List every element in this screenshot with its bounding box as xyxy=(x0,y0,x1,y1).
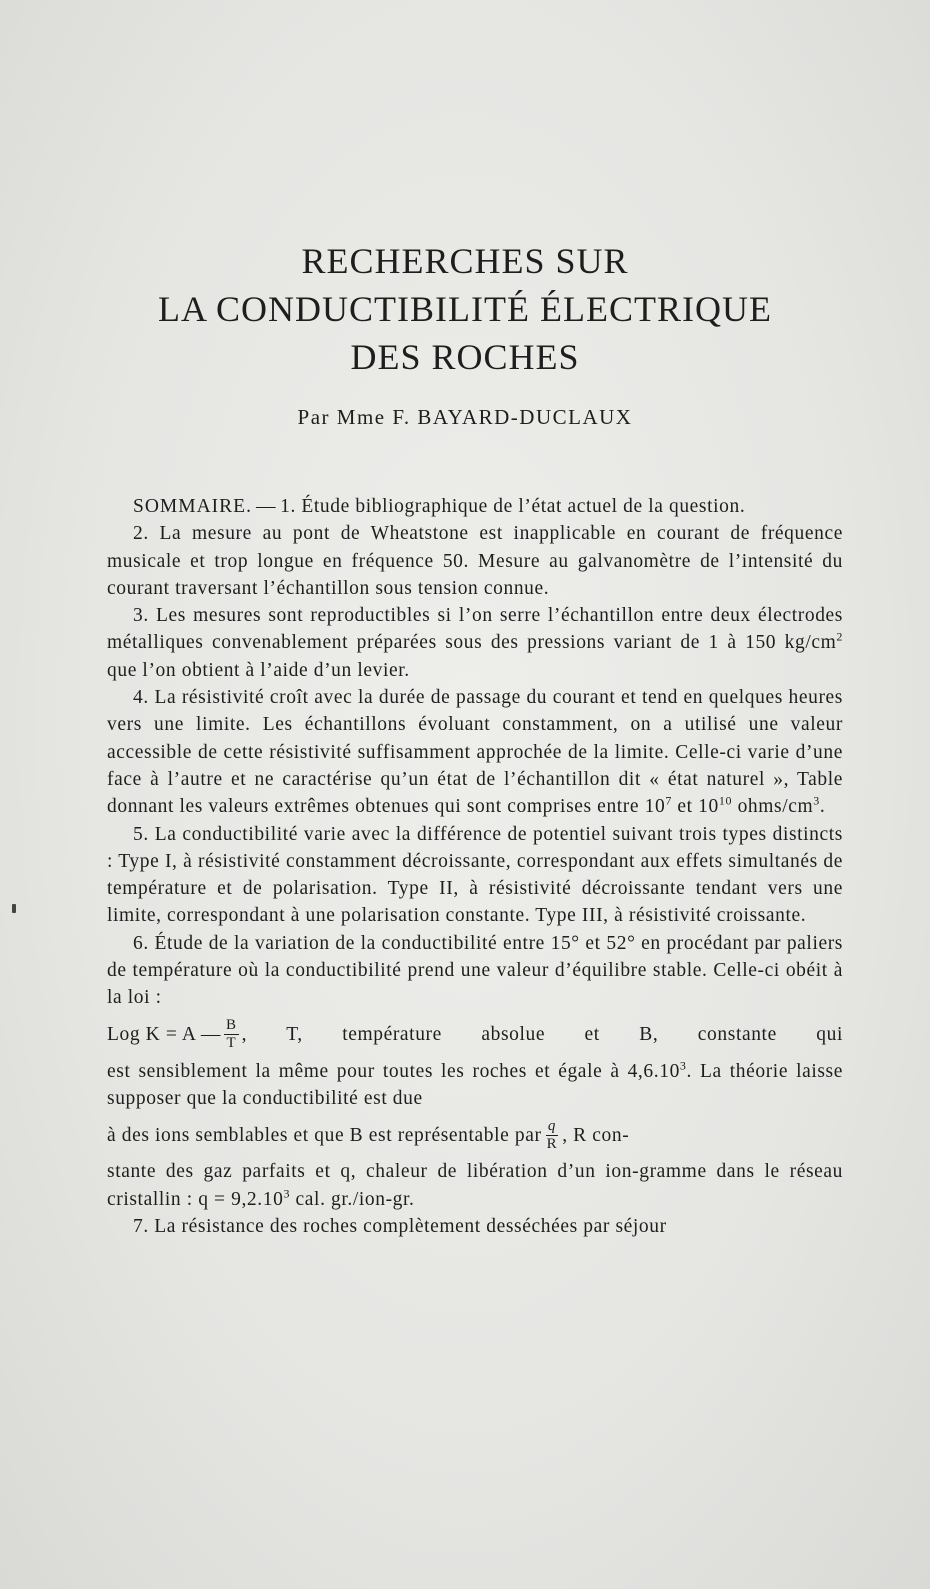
formula-right: , T, température absolue et B, constante qui xyxy=(241,1023,843,1045)
formula-line-2 xyxy=(107,1114,843,1156)
stray-mark xyxy=(12,904,16,913)
p6-superscript-2: 3 xyxy=(283,1186,291,1201)
p3-text-b: que l’on obtient à l’aide d’un levier. xyxy=(107,659,410,681)
p4-text-b: et 10 xyxy=(671,796,719,818)
summary-body xyxy=(107,493,843,1240)
p6-text-d-right: , R con- xyxy=(562,1124,630,1146)
p4-superscript-2: 10 xyxy=(718,793,733,808)
fraction-q-over-r xyxy=(545,1118,560,1153)
p3-text-a: 3. Les mesures sont reproductibles si l’on serre l’échantillon entre deux électrodes métalliques convenablement préparées sous des pressions variant de 1 à 150 kg/cm xyxy=(107,605,843,654)
formula-left: Log K = A — xyxy=(107,1023,222,1045)
summary-paragraph-6: 6. Étude de la variation de la conductibilité entre 15° et 52° en procédant par paliers de température où la conductibilité prend une valeur d’équilibre stable. Celle-ci obéit à la loi : xyxy=(107,932,843,1009)
summary-label: SOMMAIRE. xyxy=(133,496,252,517)
summary-dash: — xyxy=(255,496,277,517)
summary-paragraph-7: 7. La résistance des roches complètement desséchées par séjour xyxy=(133,1215,667,1237)
p4-text-c: ohms/cm xyxy=(732,796,814,818)
p6-superscript-1: 3 xyxy=(679,1058,687,1073)
summary-text-1: 1. Étude bibliographique de l’état actuel de la question. xyxy=(280,496,746,517)
fraction-2-denominator: R xyxy=(546,1135,558,1152)
fraction-2-numerator: q xyxy=(547,1117,556,1134)
fraction-b-over-t xyxy=(224,1017,239,1052)
p6-text-d-left: à des ions semblables et que B est représentable par xyxy=(107,1124,542,1146)
title-line-1: RECHERCHES SUR xyxy=(301,241,629,281)
summary-paragraph-3 xyxy=(107,602,843,684)
fraction-denominator: T xyxy=(226,1035,237,1052)
summary-paragraph-2: 2. La mesure au pont de Wheatstone est inapplicable en courant de fréquence musicale et trop longue en fréquence 50. Mesure au galvanomètre de l’intensité du courant traversant l’échantillon sous tension connue. xyxy=(107,523,843,599)
p6-text-b: est sensiblement la même pour toutes les roches et égale à 4,6.10 xyxy=(107,1060,680,1082)
p3-superscript: 2 xyxy=(836,629,843,644)
p6-continuation-2 xyxy=(107,1158,843,1213)
p6-text-f: cal. gr./ion-gr. xyxy=(290,1188,415,1210)
formula-line-1 xyxy=(107,1014,843,1056)
summary-paragraph-5: 5. La conductibilité varie avec la différence de potentiel suivant trois types distincts : Type I, à résistivité constamment décroissante, correspondant aux effets simultanés de température et de polarisation. Type II, à résistivité décroissante tendant vers une limite, correspondant à une polarisation constante. Type III, à résistivité croissante. xyxy=(107,823,843,927)
p6-text-c: . La théorie laisse supposer que la conductibilité est due xyxy=(107,1060,843,1109)
summary-paragraph-4 xyxy=(107,684,843,820)
p4-superscript-1: 7 xyxy=(665,793,672,808)
title-line-2: LA CONDUCTIBILITÉ ÉLECTRIQUE xyxy=(158,289,772,329)
author-line: Par Mme F. BAYARD-DUCLAUX xyxy=(297,405,633,429)
fraction-numerator: B xyxy=(226,1017,237,1034)
p4-superscript-3: 3 xyxy=(813,793,820,808)
p6-text-e: stante des gaz parfaits et q, chaleur de libération d’un ion-gramme dans le réseau cristallin : q = 9,2.10 xyxy=(107,1161,843,1210)
title-line-3: DES ROCHES xyxy=(350,337,580,377)
p6-continuation-1 xyxy=(107,1058,843,1113)
p4-text-a: 4. La résistivité croît avec la durée de passage du courant et tend en quelques heures vers une limite. Les échantillons évoluant constamment, on a utilisé une valeur accessible de cette résistivité suffisamment approchée de la limite. Celle-ci varie d’une face à l’autre et ne caractérise qu’un état de l’échantillon dit « état naturel », Table donnant les valeurs extrêmes obtenues qui sont comprises entre 10 xyxy=(107,687,843,818)
p4-text-d: . xyxy=(819,796,826,818)
summary-paragraph-1 xyxy=(107,493,843,520)
